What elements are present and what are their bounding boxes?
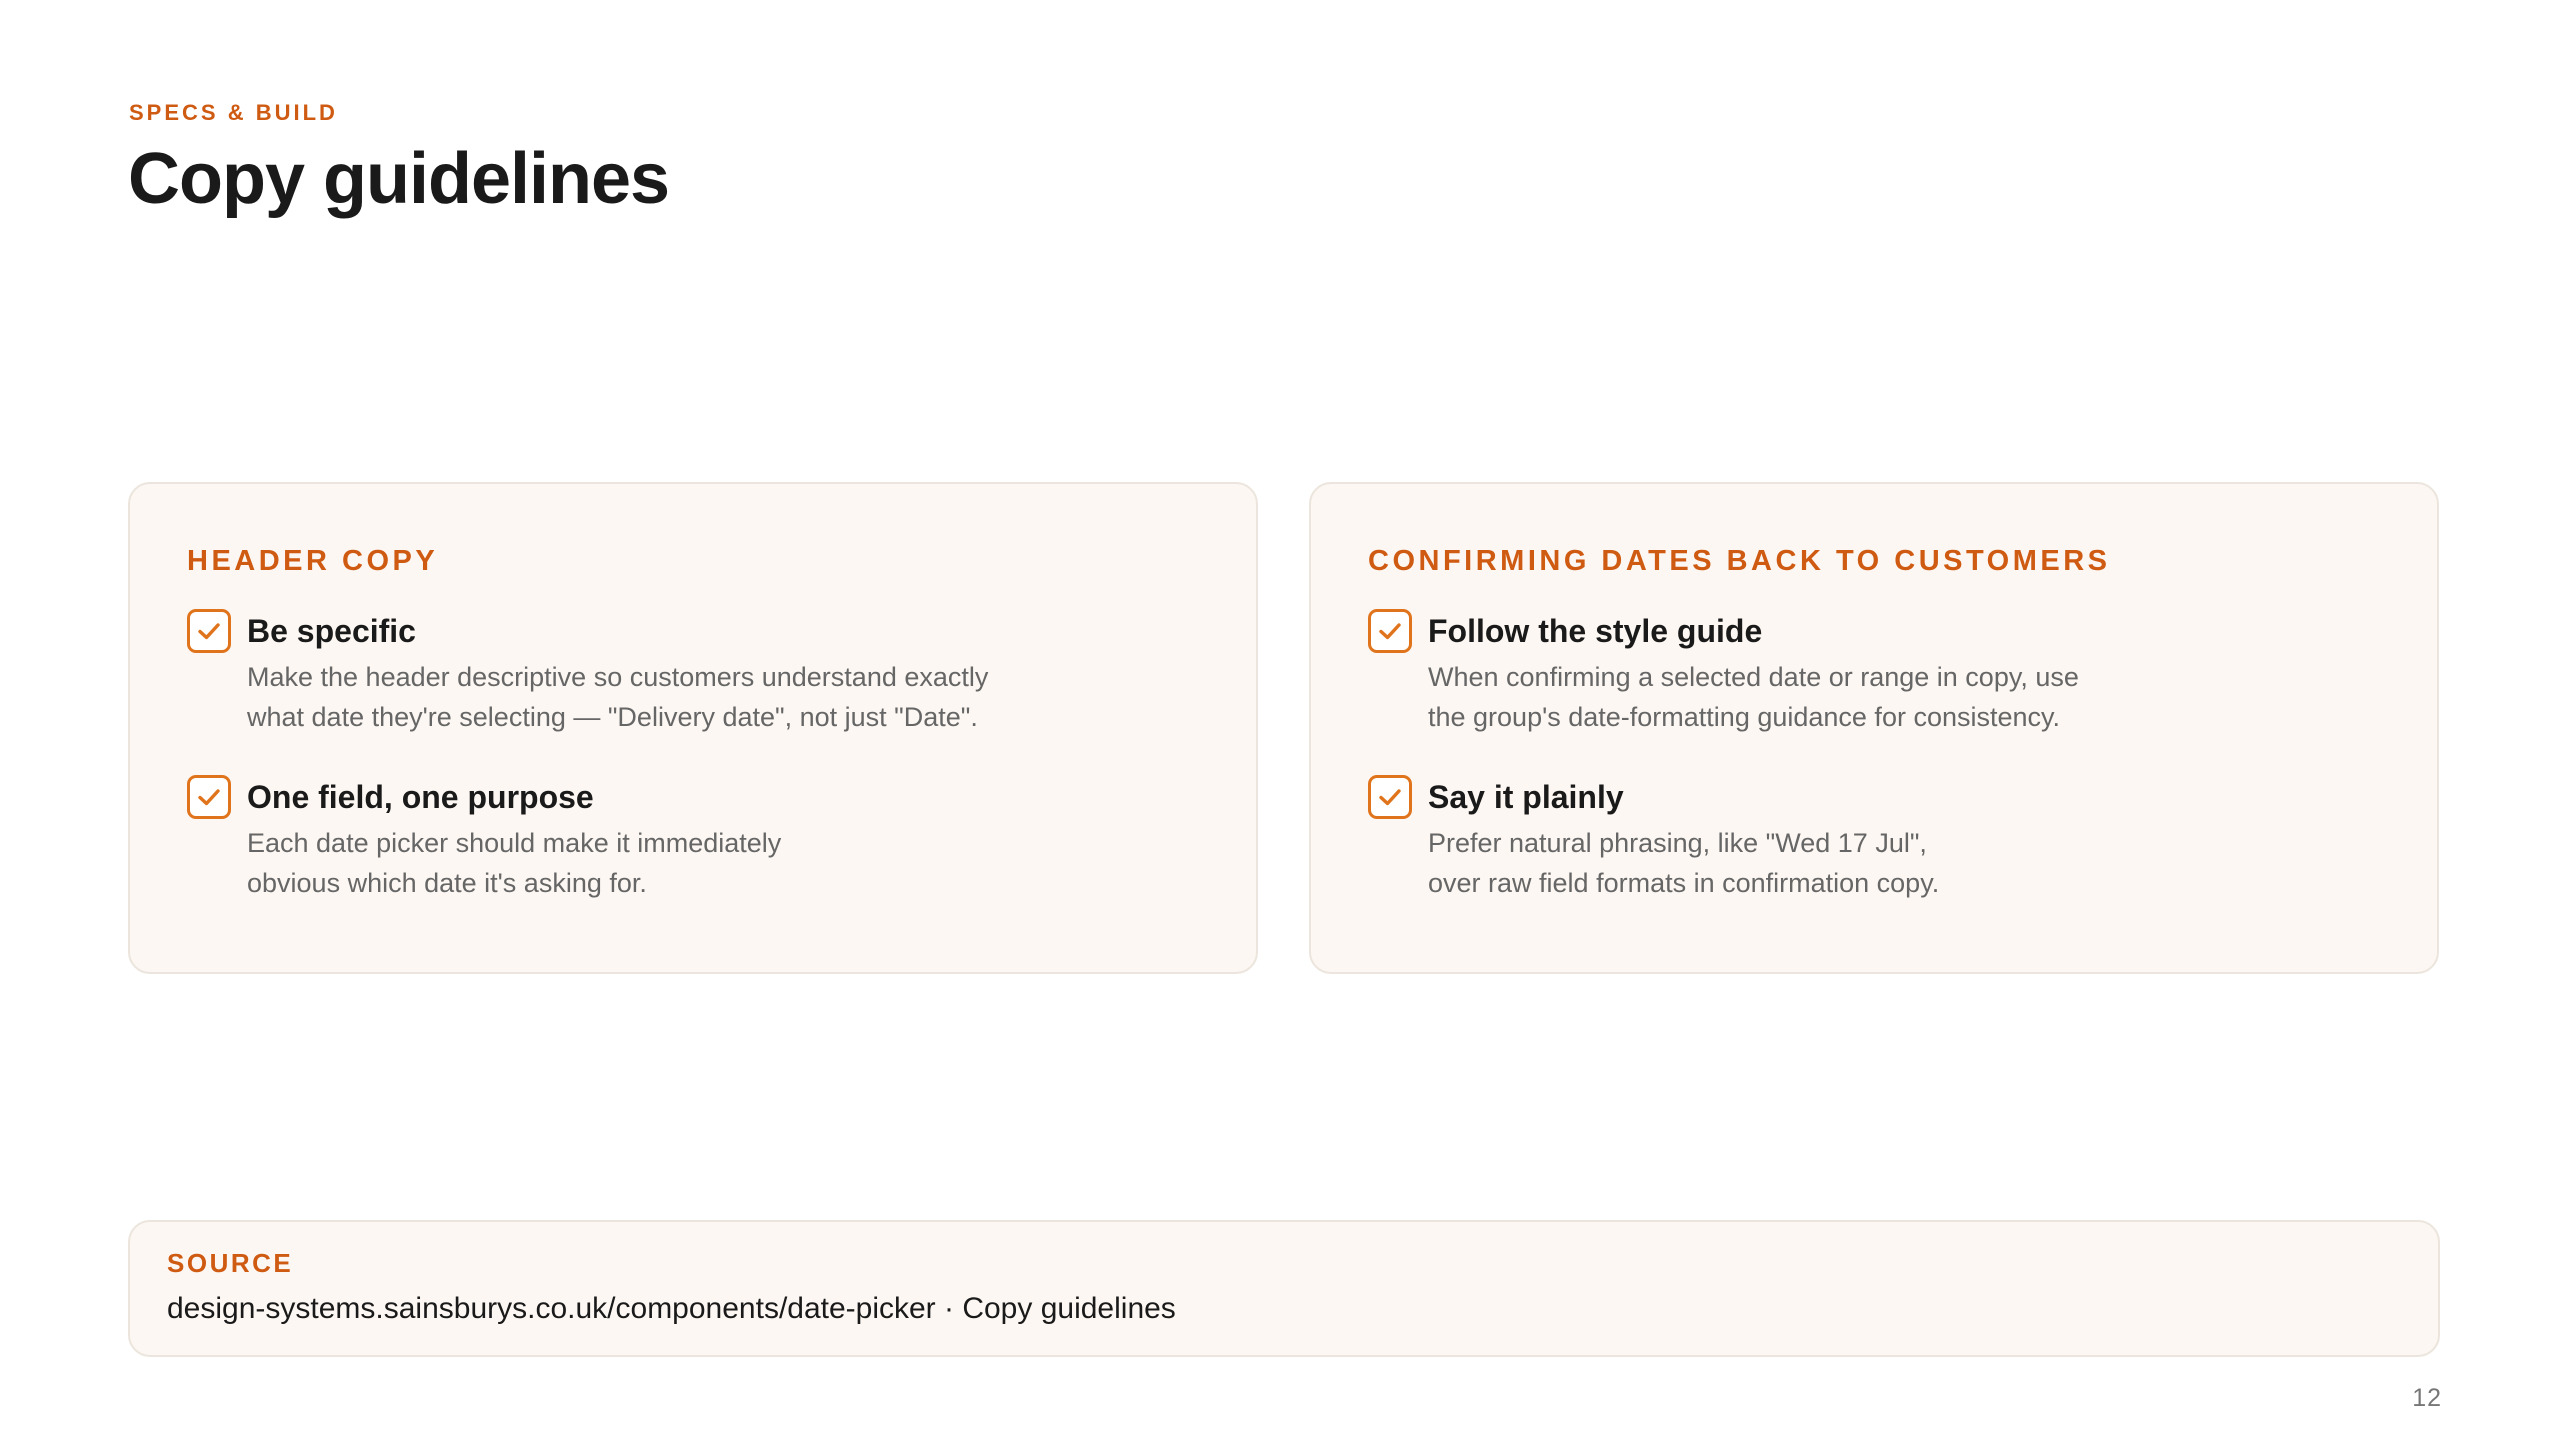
header-copy-card [128,482,1258,974]
guideline-title: Follow the style guide [1428,612,1763,649]
guideline-item [1368,609,2381,737]
source-box [128,1220,2440,1357]
source-reference: design-systems.sainsburys.co.uk/components/date-picker · Copy guidelines [167,1292,1176,1326]
page-title: Copy guidelines [128,139,670,219]
source-label: SOURCE [167,1248,294,1278]
guideline-title: One field, one purpose [247,778,594,815]
checkbox-checked-icon [187,775,231,819]
guideline-item [1368,775,2381,903]
card-heading: HEADER COPY [187,545,439,577]
eyebrow-label: SPECS & BUILD [129,100,338,125]
guideline-title: Be specific [247,612,416,649]
guideline-description: Make the header descriptive so customers understand exactly what date they're selecting — "Delivery date", not just "Date". [247,661,989,732]
guideline-item [187,775,1200,903]
checkbox-checked-icon [1368,609,1412,653]
guideline-title: Say it plainly [1428,778,1624,815]
guideline-item [187,609,1200,737]
checkbox-checked-icon [187,609,231,653]
card-heading: CONFIRMING DATES BACK TO CUSTOMERS [1368,545,2111,577]
page-number: 12 [2412,1384,2442,1412]
guideline-description: Each date picker should make it immediately obvious which date it's asking for. [247,827,782,898]
confirming-dates-card [1309,482,2439,974]
checkbox-checked-icon [1368,775,1412,819]
guideline-description: Prefer natural phrasing, like "Wed 17 Jul", over raw field formats in confirmation copy. [1428,827,1940,898]
guideline-description: When confirming a selected date or range in copy, use the group's date-formatting guidance for consistency. [1428,661,2079,732]
